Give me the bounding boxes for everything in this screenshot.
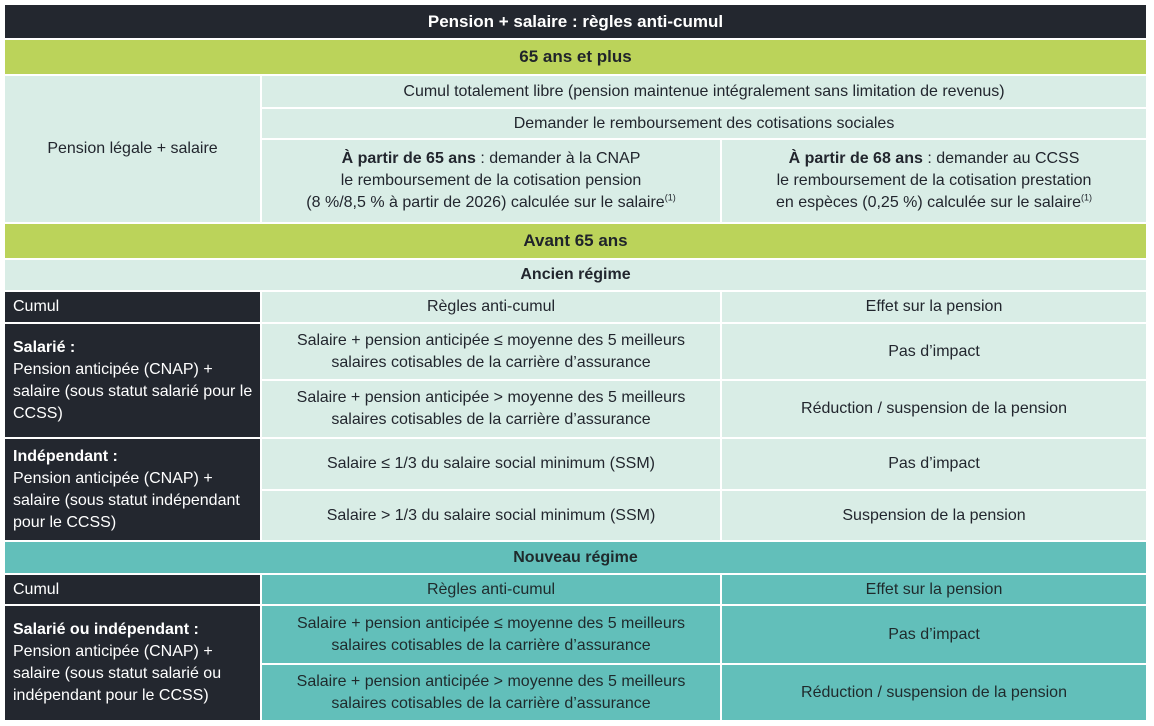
group-rows xyxy=(262,324,1146,437)
column-header-cumul: Cumul xyxy=(5,575,260,604)
rule-line: salaires cotisables de la carrière d’assurance xyxy=(331,636,651,654)
remboursement-text: Demander le remboursement des cotisations sociales xyxy=(262,109,1146,138)
ccss-box-l3: en espèces (0,25 %) calculée sur le salaire xyxy=(775,194,1082,211)
column-header-effet: Effet sur la pension xyxy=(722,292,1146,322)
group-label-text: Pension anticipée (CNAP) + salaire (sous statut salarié pour le CCSS) xyxy=(13,360,253,422)
rule-line: Salaire + pension anticipée > moyenne des 5 meilleurs xyxy=(296,672,686,690)
table-row xyxy=(262,606,1146,663)
effect-cell: Pas d’impact xyxy=(722,439,1146,489)
group-label-text: Pension anticipée (CNAP) + salaire (sous statut indépendant pour le CCSS) xyxy=(13,469,240,531)
subsection-heading-row xyxy=(5,260,1146,290)
group-independant xyxy=(5,439,1146,540)
group-salarie-ou-independant xyxy=(5,606,1146,720)
section-heading-65-plus: 65 ans et plus xyxy=(5,40,1146,74)
subsection-nouveau-regime: Nouveau régime xyxy=(5,542,1146,573)
row-label-pension-legale: Pension légale + salaire xyxy=(5,76,260,222)
subsection-heading-row xyxy=(5,542,1146,573)
effect-cell: Suspension de la pension xyxy=(722,491,1146,540)
table-title: Pension + salaire : règles anti-cumul xyxy=(5,5,1146,38)
group-label-salarie xyxy=(5,324,260,437)
group-rows xyxy=(262,606,1146,720)
effect-cell: Réduction / suspension de la pension xyxy=(722,381,1146,437)
rule-line: salaires cotisables de la carrière d’assurance xyxy=(331,694,651,712)
group-label-independant xyxy=(5,439,260,540)
ccss-box-bold: À partir de 68 ans xyxy=(788,150,923,167)
group-label-bold: Salarié ou indépendant : xyxy=(13,621,199,638)
cnap-box-l3: (8 %/8,5 % à partir de 2026) calculée sur le salaire xyxy=(306,194,665,211)
table-title-row xyxy=(5,5,1146,38)
column-header-regles: Règles anti-cumul xyxy=(262,292,720,322)
cumul-libre-text: Cumul totalement libre (pension maintenue intégralement sans limitation de revenus) xyxy=(262,76,1146,107)
footnote-marker: (1) xyxy=(1081,192,1093,203)
table-row xyxy=(262,439,1146,489)
rule-line: salaires cotisables de la carrière d’assurance xyxy=(331,353,651,371)
rule-cell xyxy=(262,324,720,379)
column-header-row xyxy=(5,575,1146,604)
rule-line: Salaire + pension anticipée ≤ moyenne des 5 meilleurs xyxy=(296,614,686,632)
column-header-effet: Effet sur la pension xyxy=(722,575,1146,604)
group-label-bold: Indépendant : xyxy=(13,447,118,465)
rule-line: Salaire + pension anticipée ≤ moyenne des 5 meilleurs xyxy=(296,331,686,349)
section-heading-row xyxy=(5,40,1146,74)
section-heading-row xyxy=(5,224,1146,258)
remboursement-boxes xyxy=(262,140,1146,222)
effect-cell: Pas d’impact xyxy=(722,324,1146,379)
group-label-text: Pension anticipée (CNAP) + salaire (sous statut salarié ou indépendant pour le CCSS) xyxy=(13,643,222,704)
ccss-box-l1: : demander au CCSS xyxy=(922,150,1080,167)
cnap-box-l2: le remboursement de la cotisation pension xyxy=(340,172,642,189)
effect-cell: Pas d’impact xyxy=(722,606,1146,663)
section-heading-before-65: Avant 65 ans xyxy=(5,224,1146,258)
footnote-marker: (1) xyxy=(664,192,676,203)
table-row xyxy=(262,381,1146,437)
pension-legale-details xyxy=(262,76,1146,222)
rule-cell xyxy=(262,606,720,663)
cnap-box-bold: À partir de 65 ans xyxy=(341,150,476,167)
anti-cumul-table xyxy=(5,5,1146,720)
subsection-ancien-regime: Ancien régime xyxy=(5,260,1146,290)
rule-cell xyxy=(262,665,720,720)
ccss-box-l2: le remboursement de la cotisation prestation xyxy=(776,172,1092,189)
table-row xyxy=(262,324,1146,379)
column-header-regles: Règles anti-cumul xyxy=(262,575,720,604)
effect-cell: Réduction / suspension de la pension xyxy=(722,665,1146,720)
table-row xyxy=(262,665,1146,720)
group-salarie xyxy=(5,324,1146,437)
rule-cell: Salaire ≤ 1/3 du salaire social minimum (SSM) xyxy=(262,439,720,489)
rule-cell: Salaire > 1/3 du salaire social minimum (SSM) xyxy=(262,491,720,540)
rule-line: Salaire + pension anticipée > moyenne des 5 meilleurs xyxy=(296,389,686,406)
cnap-box-l1: : demander à la CNAP xyxy=(475,150,641,167)
group-rows xyxy=(262,439,1146,540)
cnap-box xyxy=(262,140,720,222)
group-label-bold: Salarié : xyxy=(13,338,76,356)
rule-cell xyxy=(262,381,720,437)
ccss-box xyxy=(722,140,1146,222)
column-header-row xyxy=(5,292,1146,322)
group-label-salarie-ou-independant xyxy=(5,606,260,720)
column-header-cumul: Cumul xyxy=(5,292,260,322)
rule-line: salaires cotisables de la carrière d’assurance xyxy=(331,411,651,428)
pension-legale-row xyxy=(5,76,1146,222)
table-row xyxy=(262,491,1146,540)
